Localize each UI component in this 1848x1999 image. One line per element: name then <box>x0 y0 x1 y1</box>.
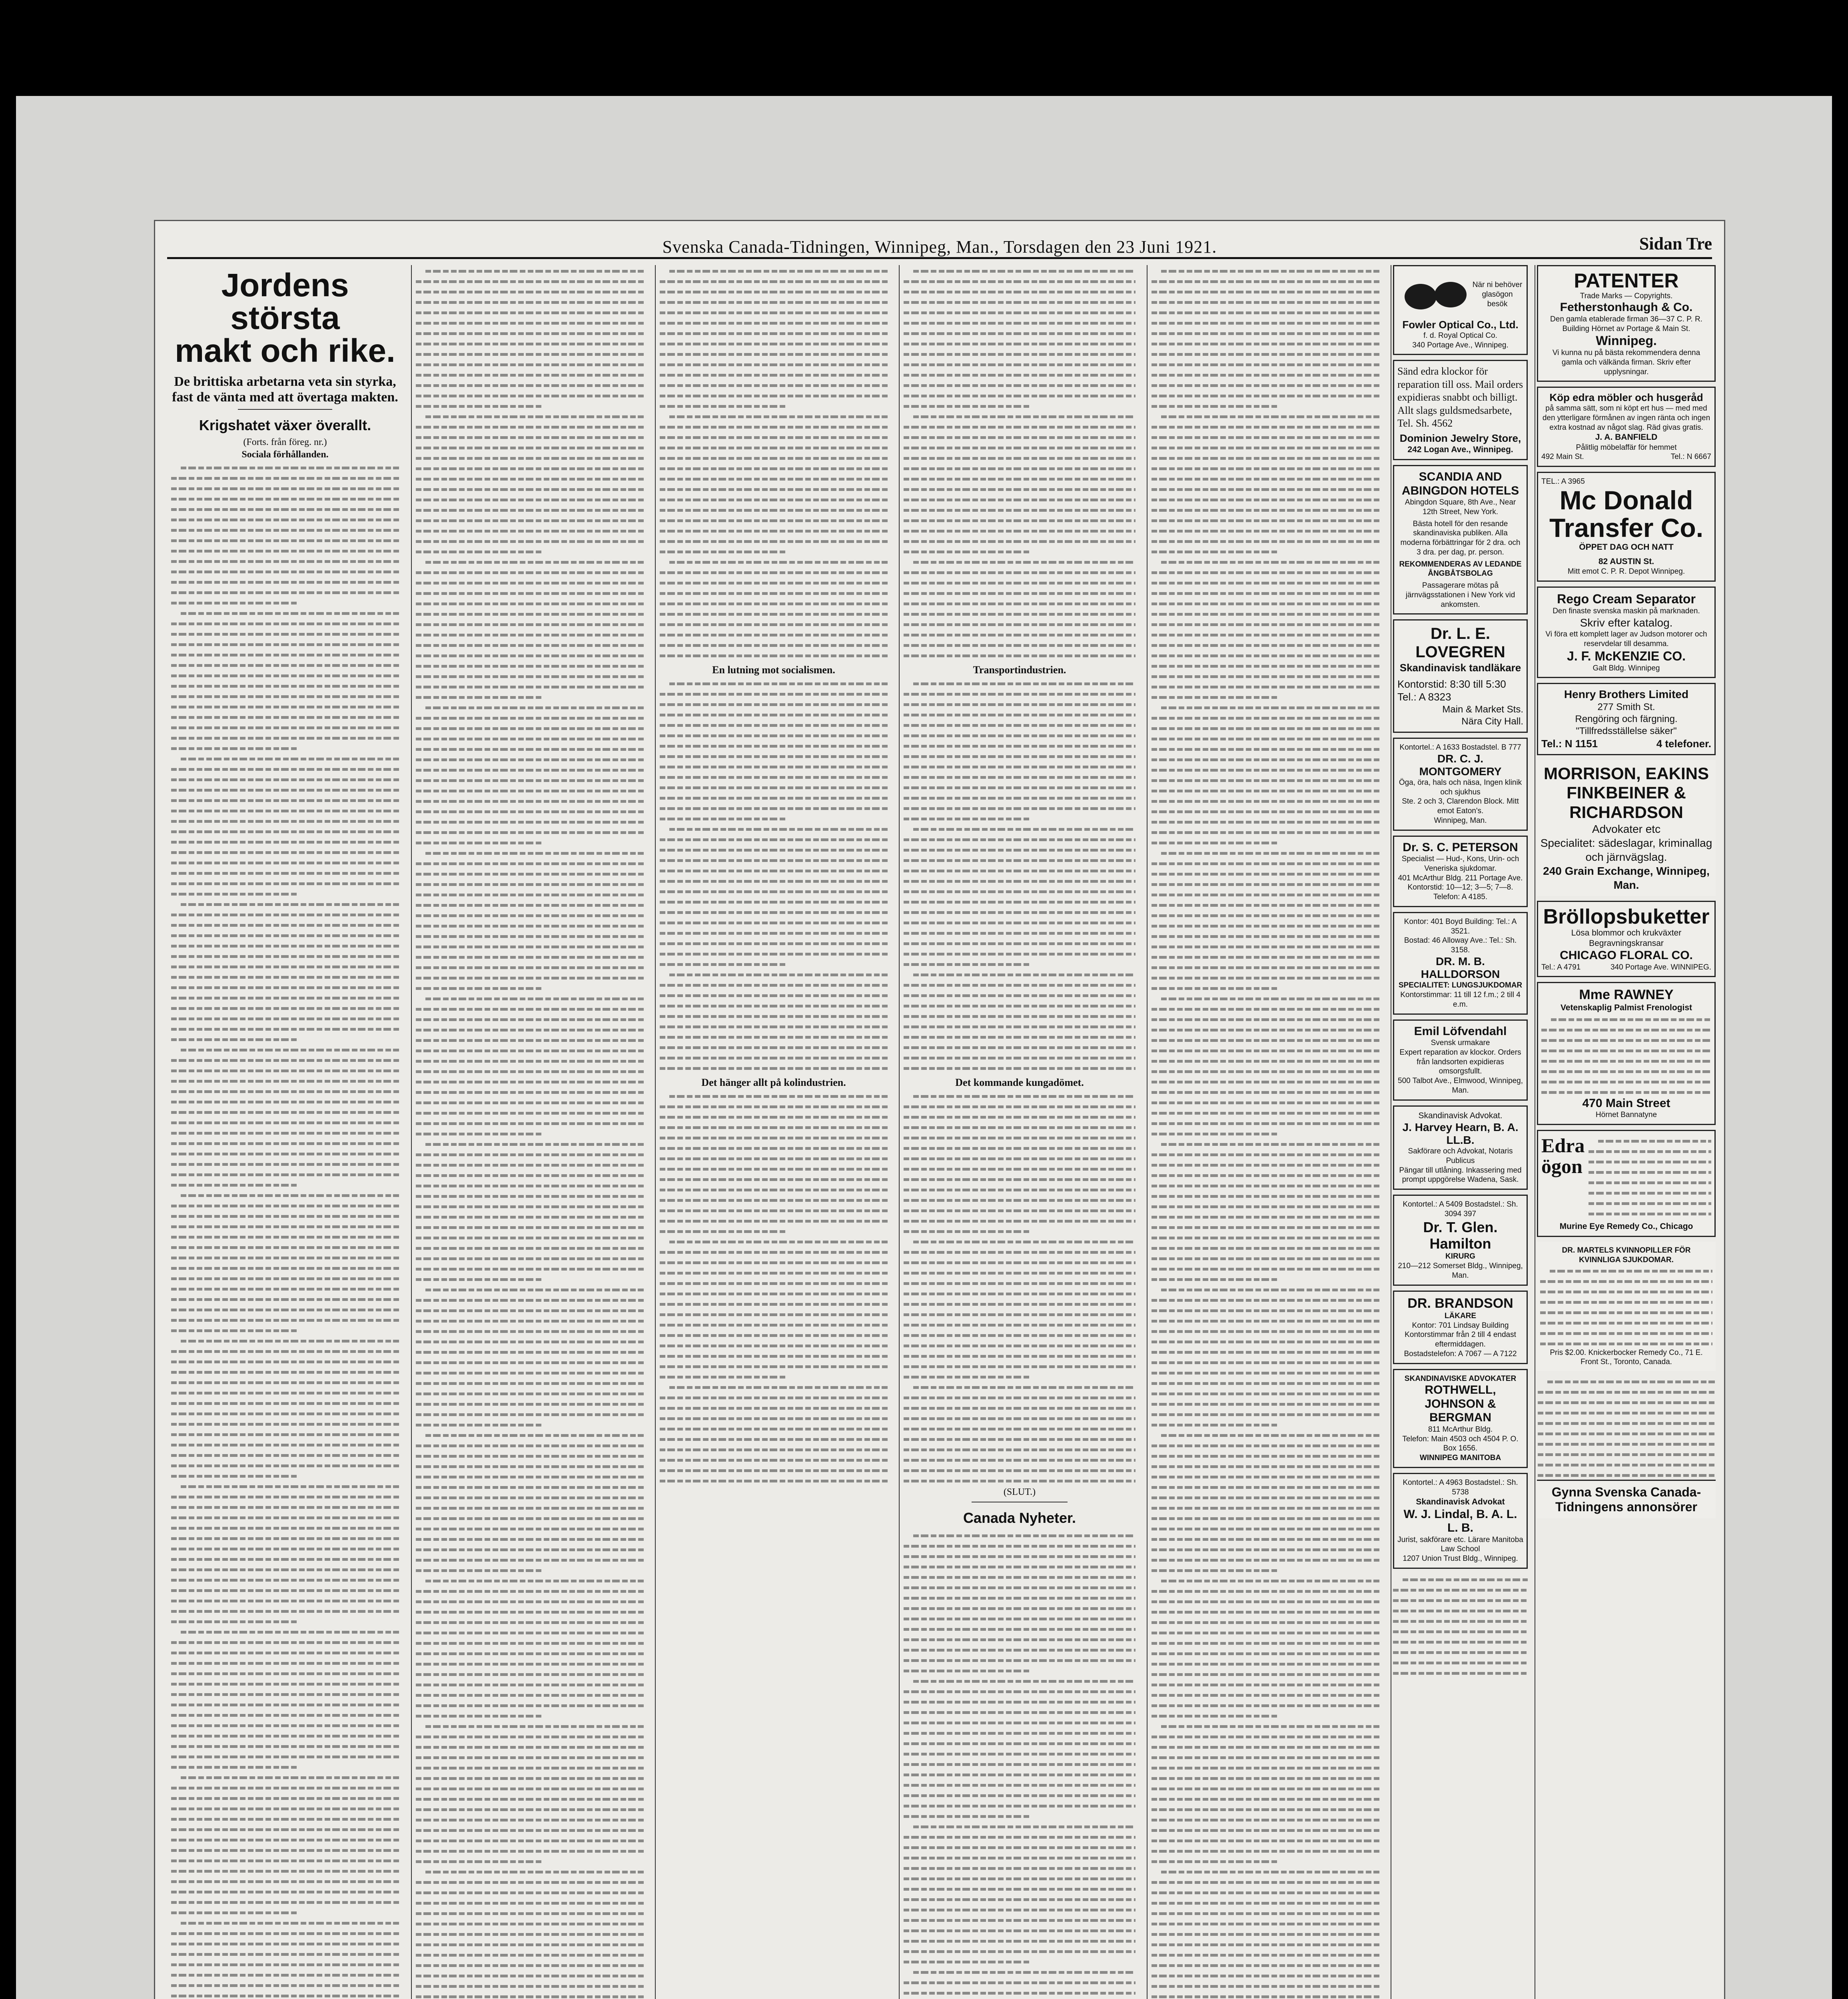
column-5 <box>1147 265 1383 1999</box>
ad-banfield <box>1537 387 1716 467</box>
ad-patenter <box>1537 265 1716 382</box>
ad-tel: Tel.: N 6667 <box>1670 453 1711 461</box>
ad-title: Skandinavisk Advokat. <box>1418 1111 1503 1120</box>
ad-tel: Tel.: A 4791 <box>1541 963 1581 972</box>
ad-rothwell <box>1393 1369 1528 1468</box>
ad-dominion-jewelry <box>1393 360 1528 460</box>
ad-name: Dr. S. C. PETERSON <box>1403 840 1518 854</box>
ad-footer: Murine Eye Remedy Co., Chicago <box>1559 1221 1693 1231</box>
ad-city: Winnipeg, Man. <box>1434 816 1487 825</box>
headline-line-2: makt och rike. <box>175 333 395 369</box>
ad-head: Köp edra möbler och husgeråd <box>1549 391 1703 404</box>
divider <box>238 409 332 410</box>
ad-tel: Telefon: Main 4503 och 4504 P. O. Box 1656. <box>1402 1434 1519 1453</box>
ad-body: Pängar till utlåning. Inkassering med prompt uppgörelse Wadena, Sask. <box>1399 1166 1522 1184</box>
section-label: Sociala förhållanden. <box>241 449 329 460</box>
ad-address: 811 McArthur Bldg. <box>1428 1425 1493 1434</box>
ad-body <box>1541 1013 1711 1097</box>
ad-spec: Specialitet: sädeslagar, kriminallag och järnvägslag. <box>1540 836 1712 863</box>
ad-office: Kontor: 701 Lindsay Building <box>1412 1321 1509 1330</box>
subheading: Det hänger allt på kolindustrien. <box>701 1077 846 1088</box>
ad-phones: Kontortel.: A 4963 Bostadstel.: Sh. 5738 <box>1403 1478 1518 1496</box>
column-3 <box>655 265 892 1999</box>
article-body <box>167 462 403 1999</box>
ad-rego-separator <box>1537 587 1716 678</box>
ad-firm: CHICAGO FLORAL CO. <box>1560 949 1693 962</box>
ad-name: Rego Cream Separator <box>1557 591 1696 606</box>
ad-chicago-floral <box>1537 901 1716 977</box>
ad-tel: Tel.: A 8323 <box>1397 691 1451 703</box>
ad-title: Advokater etc <box>1592 822 1661 835</box>
ad-name: Fowler Optical Co., Ltd. <box>1402 319 1519 331</box>
ad-note: Mitt emot C. P. R. Depot Winnipeg. <box>1567 567 1685 576</box>
ad-office: Kontor: 401 Boyd Building: Tel.: A 3521. <box>1404 917 1517 936</box>
ad-title: Vetenskaplig Palmist Frenologist <box>1560 1003 1692 1013</box>
notice-text <box>1391 1574 1529 1678</box>
ad-mcdonald-transfer <box>1537 472 1716 582</box>
ad-body: på samma sätt, som ni köpt ert hus — med med den ytterligare förmånen av ingen ränta och ingen extra kostnad av något slag. Räd givas gratis. <box>1542 404 1710 432</box>
ad-name-1: Mc Donald <box>1559 485 1693 515</box>
ad-title: Edra ögon <box>1541 1134 1585 1178</box>
ad-spec: Specialist — Hud-, Kons, Urin- och Veneriska sjukdomar. <box>1401 855 1519 873</box>
ad-footer: Passagerare mötas på järnvägsstationen i New York vid ankomsten. <box>1405 581 1515 609</box>
ad-body: Den finaste svenska maskin på marknaden. <box>1553 606 1700 615</box>
headline-deck: De brittiska arbetarna veta sin styrka, fast de vänta med att övertaga makten. <box>172 374 398 405</box>
ad-phones: 4 telefoner. <box>1656 737 1711 750</box>
ad-address: 340 Portage Ave., Winnipeg. <box>1412 341 1509 349</box>
ad-title: LÄKARE <box>1444 1311 1477 1320</box>
ad-name: W. J. Lindal, B. A. L. L. B. <box>1403 1507 1517 1535</box>
ad-phones: Kontortel.: A 5409 Bostadstel.: Sh. 3094 397 <box>1403 1200 1518 1218</box>
subheading: Det kommande kungadömet. <box>955 1077 1084 1088</box>
ad-firm: J. F. McKENZIE CO. <box>1567 648 1686 663</box>
ad-address: 500 Talbot Ave., Elmwood, Winnipeg, Man. <box>1398 1077 1523 1095</box>
ad-address: 210—212 Somerset Bldg., Winnipeg, Man. <box>1398 1262 1523 1280</box>
ad-body-2: Vi föra ett komplett lager av Judson motorer och reservdelar till desamma. <box>1545 630 1707 648</box>
article-body-part-1 <box>900 265 1140 660</box>
ad-tel: Tel.: N 1151 <box>1541 737 1598 750</box>
end-note: (SLUT.) <box>1003 1487 1036 1497</box>
ad-spec: Öga, öra, hals och näsa, Ingen klinik och sjukhus <box>1399 778 1522 796</box>
ad-name: SCANDIA AND ABINGDON HOTELS <box>1401 470 1519 497</box>
ad-hamilton <box>1393 1195 1528 1286</box>
ad-name: Dr. L. E. LOVEGREN <box>1415 625 1505 661</box>
ad-halldorson <box>1393 912 1528 1015</box>
ad-name: J. A. BANFIELD <box>1595 433 1658 442</box>
ad-address: 240 Grain Exchange, Winnipeg, Man. <box>1543 864 1710 891</box>
ad-brandson <box>1393 1291 1528 1364</box>
section-heading: Canada Nyheter. <box>963 1510 1076 1526</box>
newspaper-page <box>154 220 1725 1999</box>
ad-title: Skandinavisk tandläkare <box>1399 662 1521 674</box>
ad-name: Henry Brothers Limited <box>1564 688 1689 701</box>
ad-body: Rengöring och färgning. "Tillfredsställelse säker" <box>1575 713 1678 736</box>
ads-column-2 <box>1535 265 1717 1999</box>
ad-name: Mme RAWNEY <box>1579 987 1674 1003</box>
ad-address: 1207 Union Trust Bldg., Winnipeg. <box>1403 1554 1518 1563</box>
article-body <box>412 265 648 1999</box>
ad-name: DR. C. J. MONTGOMERY <box>1419 752 1502 778</box>
ad-title: Skandinavisk Advokat <box>1416 1497 1505 1507</box>
ad-cta: Skriv efter katalog. <box>1580 616 1673 629</box>
ad-lindal <box>1393 1473 1528 1569</box>
ad-sub: Trade Marks — Copyrights. <box>1580 291 1673 300</box>
ad-tagline: När ni behöver glasögon besök <box>1472 281 1523 308</box>
news-items <box>900 1530 1140 1999</box>
ad-lovegren <box>1393 619 1528 733</box>
ad-spec: SPECIALITET: LUNGSJUKDOMAR <box>1398 981 1523 990</box>
ad-name: DR. M. B. HALLDORSON <box>1421 955 1500 981</box>
ad-address: Abingdon Square, 8th Ave., Near 12th Street, New York. <box>1405 498 1516 516</box>
ads-column-1 <box>1391 265 1529 1999</box>
ad-title: KIRURG <box>1445 1252 1475 1261</box>
column-1 <box>167 265 403 1999</box>
eyeglasses-icon <box>1399 273 1471 317</box>
ad-body: Pris $2.00. Knickerbocker Remedy Co., 71 E. Front St., Toronto, Canada. <box>1550 1348 1703 1367</box>
ad-martels <box>1537 1242 1716 1371</box>
continued-note: (Forts. från föreg. nr.) <box>243 437 327 448</box>
ad-address: 492 Main St. <box>1541 453 1584 461</box>
ad-near: Nära City Hall. <box>1461 716 1523 727</box>
ad-sub: Sakförare och Advokat, Notaris Publicus <box>1408 1147 1513 1165</box>
hours-value: 8:30 till 5:30 <box>1450 678 1506 690</box>
ad-address: 401 McArthur Bldg. 211 Portage Ave. <box>1398 874 1523 882</box>
masthead-title: Svenska Canada-Tidningen, Winnipeg, Man., Torsdagen den 23 Juni 1921. <box>662 237 1217 257</box>
closing-notice <box>1537 1480 1716 1518</box>
ad-body: Expert reparation av klockor. Orders från landsorten expidieras omsorgsfullt. <box>1399 1048 1521 1076</box>
ad-sub: Pålitlig möbelaffär för hemmet <box>1576 443 1677 452</box>
ad-name: Dr. T. Glen. Hamilton <box>1423 1219 1498 1252</box>
ad-montgomery <box>1393 738 1528 831</box>
ad-address: 277 Smith St. <box>1597 701 1655 712</box>
headline-line-1: Jordens största <box>221 267 349 336</box>
subheading: Transportindustrien. <box>973 664 1066 676</box>
ad-recommend: REKOMMENDERAS AV LEDANDE ÅNGBÅTSBOLAG <box>1399 560 1522 578</box>
ad-name: ROTHWELL, JOHNSON & BERGMAN <box>1425 1383 1496 1424</box>
ad-tel: Bostadstelefon: A 7067 — A 7122 <box>1404 1349 1517 1358</box>
ad-address: 242 Logan Ave., Winnipeg. <box>1407 445 1513 454</box>
article-body-part-3 <box>900 1090 1140 1485</box>
subheadline: Krigshatet växer överallt. <box>199 417 371 434</box>
ad-address: Ste. 2 och 3, Clarendon Block. Mitt emot Eaton's. <box>1402 797 1519 816</box>
ad-hours: Kontorstimmar från 2 till 4 endast eftermiddagen. <box>1405 1331 1516 1349</box>
ad-name-2: Transfer Co. <box>1549 513 1704 543</box>
ad-name: Emil Löfvendahl <box>1414 1024 1507 1038</box>
ad-name: J. Harvey Hearn, B. A. LL.B. <box>1402 1121 1519 1146</box>
ad-address: 82 AUSTIN St. <box>1598 557 1654 566</box>
ad-home: Bostad: 46 Alloway Ave.: Tel.: Sh. 3158. <box>1404 936 1517 955</box>
ad-hearn <box>1393 1105 1528 1190</box>
ad-morrison <box>1537 760 1716 896</box>
ad-hours: Kontorstimmar: 11 till 12 f.m.; 2 till 4 e.m. <box>1400 991 1521 1009</box>
column-2 <box>411 265 648 1999</box>
ad-murine <box>1537 1130 1716 1237</box>
ad-address: 470 Main Street <box>1582 1096 1670 1110</box>
page-label: Sidan Tre <box>1639 234 1712 253</box>
ad-city: Winnipeg. <box>1596 333 1657 348</box>
ad-firm: Fetherstonhaugh & Co. <box>1560 301 1693 314</box>
ad-city: WINNIPEG MANITOBA <box>1419 1454 1501 1462</box>
ad-body-text <box>1540 1265 1712 1348</box>
ad-address: 340 Portage Ave. WINNIPEG. <box>1610 963 1711 972</box>
article-body-part-2 <box>656 678 892 1073</box>
ad-name: MORRISON, EAKINS FINKBEINER & RICHARDSON <box>1543 764 1709 822</box>
ad-body-2: Vi kunna nu på bästa rekommendera denna gamla och välkända firman. Skriv efter upplysningar. <box>1552 349 1700 376</box>
column-4 <box>899 265 1140 1999</box>
ad-body <box>1589 1135 1711 1218</box>
masthead <box>167 233 1712 259</box>
headline <box>167 269 403 367</box>
ad-office: Kontortel.: A 1633 Bostadstel. B 777 <box>1399 743 1521 752</box>
ad-lofvendahl <box>1393 1019 1528 1101</box>
article-body-part-3 <box>656 1090 892 1485</box>
ad-tel: TEL.: A 3965 <box>1541 477 1585 486</box>
news-items <box>1148 265 1383 1999</box>
ad-body: Bästa hotell för den resande skandinaviska publiken. Alla moderna förbättringar för 2 dra. och 3 dra. per dag, pr. person. <box>1400 519 1521 557</box>
ad-henry-brothers <box>1537 683 1716 755</box>
ad-title: Svensk urmakare <box>1431 1039 1490 1047</box>
ad-body: Den gamla etablerade firman 36—37 C. P. R. Building Hörnet av Portage & Main St. <box>1550 315 1702 333</box>
hours-label: Kontorstid: <box>1397 678 1447 690</box>
article-body-part-2 <box>900 678 1140 1073</box>
ad-head: DR. MARTELS KVINNOPILLER FÖR KVINNLIGA SJUKDOMAR. <box>1562 1246 1691 1264</box>
ad-fowler-optical <box>1393 265 1528 355</box>
notice-text <box>1535 1376 1717 1480</box>
ad-sub: Hörnet Bannatyne <box>1595 1111 1657 1119</box>
ad-body: Lösa blommor och krukväxter Begravningskransar <box>1571 928 1682 948</box>
ad-body: Sänd edra klockor för reparation till oss. Mail orders expidieras snabbt och billigt. Allt slags guldsmedsarbete, Tel. Sh. 4562 <box>1397 365 1523 429</box>
ad-name: DR. BRANDSON <box>1407 1295 1513 1311</box>
article-body-part-1 <box>656 265 892 660</box>
ad-address: Galt Bldg. Winnipeg <box>1593 664 1660 672</box>
ad-formerly: f. d. Royal Optical Co. <box>1423 331 1497 340</box>
subheading: En lutning mot socialismen. <box>712 664 835 676</box>
ad-name: Bröllopsbuketter <box>1543 905 1710 928</box>
ad-open: ÖPPET DAG OCH NATT <box>1579 542 1674 552</box>
ad-name: Dominion Jewelry Store, <box>1399 432 1521 444</box>
ad-scandia-hotels <box>1393 465 1528 614</box>
ad-sub: Jurist, sakförare etc. Lärare Manitoba Law School <box>1397 1535 1523 1554</box>
ad-name: PATENTER <box>1574 269 1679 292</box>
ad-peterson <box>1393 836 1528 907</box>
ad-hours: Kontorstid: 10—12; 3—5; 7—8. <box>1407 883 1513 892</box>
ad-rawney <box>1537 982 1716 1125</box>
ad-head: SKANDINAVISKE ADVOKATER <box>1404 1374 1517 1383</box>
ad-address: Main & Market Sts. <box>1442 704 1523 715</box>
ad-tel: Telefon: A 4185. <box>1433 893 1488 902</box>
closing-text: Gynna Svenska Canada-Tidningens annonsörer <box>1551 1485 1701 1514</box>
